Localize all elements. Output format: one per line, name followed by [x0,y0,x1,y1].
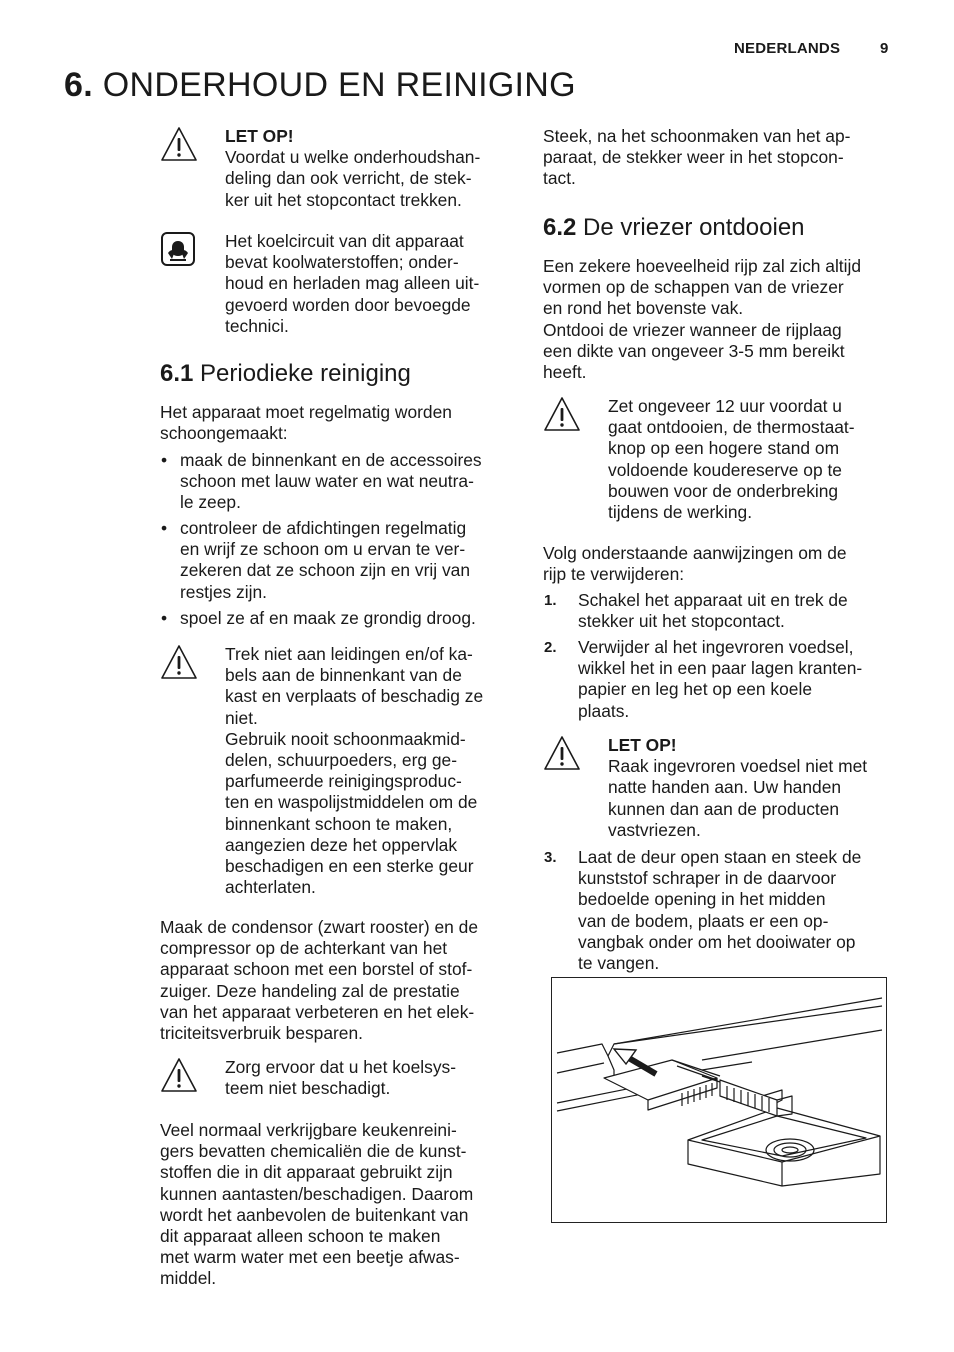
environment-line: technici. [225,315,289,336]
paragraph-line: paraat, de stekker weer in het stopcon- [543,147,844,168]
step-line: wikkel het in een paar lagen kranten- [578,658,863,679]
step-number: 1. [544,592,557,609]
frost-paragraph [543,256,861,383]
step-line: papier en leg het op een koele [578,679,812,700]
step-line: Verwijder al het ingevroren voedsel, [578,637,854,657]
plug-paragraph [543,126,850,190]
paragraph-line: en rond het bovenste vak. [543,298,744,319]
section-title: De vriezer ontdooien [583,214,805,241]
section-heading-6-1 [160,360,411,388]
warning-triangle-icon [160,644,198,680]
environment-line: bevat koolwaterstoffen; onder- [225,252,459,273]
paragraph-line: dit apparaat alleen schoon te maken [160,1226,441,1247]
environment-text [225,231,525,337]
paragraph-line: Een zekere hoeveelheid rijp zal zich altijd [543,256,862,276]
warning-line: beschadigen en een sterke geur [225,856,474,877]
intro-line: schoongemaakt: [160,423,288,444]
warning-line: Voordat u welke onderhoudshan- [225,147,481,168]
paragraph-line: vormen op de schappen van de vriezer [543,277,844,298]
paragraph-line: van het apparaat verbeteren en het elek- [160,1001,475,1022]
step-line: stekker uit het stopcontact. [578,611,785,632]
warning-triangle-icon [160,1057,198,1093]
list-line: le zeep. [180,492,241,513]
title-number: 6. [64,66,93,104]
paragraph-line: een dikte van ongeveer 3-5 mm bereikt [543,340,845,361]
intro-paragraph [160,402,452,444]
environment-line: Het koelcircuit van dit apparaat [225,231,464,251]
warning-line: natte handen aan. Uw handen [608,777,842,798]
environment-icon [160,231,196,267]
warning-text [608,396,908,523]
step-line: vangbak onder om het dooiwater op [578,931,856,952]
step-line: bedoelde opening in het midden [578,889,826,910]
warning-heading: LET OP! [225,126,294,146]
paragraph-line: Volg onderstaande aanwijzingen om de [543,543,847,563]
warning-triangle-icon [160,126,198,162]
paragraph-line: triciteitsverbruik besparen. [160,1023,363,1044]
step-number: 2. [544,639,557,656]
warning-line: kunnen dan aan de producten [608,798,840,819]
section-title: Periodieke reiniging [200,360,411,387]
defrost-drain-illustration [551,977,887,1223]
paragraph-line: stoffen die in dit apparaat gebruikt zijn [160,1162,453,1183]
paragraph-line: kunnen aantasten/beschadigen. Daarom [160,1183,474,1204]
intro-line: Het apparaat moet regelmatig worden [160,402,452,422]
header-language: NEDERLANDS [734,40,841,57]
defrost-drain-drawing [552,978,886,1222]
paragraph-line: zuiger. Deze handeling zal de prestatie [160,980,460,1001]
warning-line: vastvriezen. [608,819,701,840]
paragraph-line: met warm water met een beetje afwas- [160,1247,460,1268]
warning-line: ker uit het stopcontact trekken. [225,189,462,210]
environment-line: gevoerd worden door bevoegde [225,294,471,315]
warning-heading: LET OP! [608,735,677,755]
paragraph-line: compressor op de achterkant van het [160,938,448,959]
environment-line: houd en herladen mag alleen uit- [225,273,480,294]
paragraph-line: gers bevatten chemicaliën die de kunst- [160,1141,467,1162]
list-line: en wrijf ze schoon om u ervan te ver- [180,539,466,560]
warning-line: delen, schuurpoeders, erg ge- [225,750,458,771]
warning-line: knop op een hogere stand om [608,438,840,459]
warning-line: bels aan de binnenkant van de [225,665,462,686]
section-number: 6.2 [543,214,577,241]
paragraph-line: rijp te verwijderen: [543,564,685,585]
step-line: Laat de deur open staan en steek de [578,847,862,867]
warning-line: bouwen voor de onderbreking [608,480,839,501]
cleaners-paragraph [160,1120,473,1290]
warning-line: Raak ingevroren voedsel niet met [608,756,868,777]
list-line: zekeren dat ze schoon zijn en vrij van [180,560,471,581]
page-title [64,66,576,105]
paragraph-line: Steek, na het schoonmaken van het ap- [543,126,851,146]
warning-line: ten en waspolijstmiddelen om de [225,792,478,813]
warning-line: voldoende koudereserve op te [608,459,842,480]
condensor-paragraph [160,917,478,1044]
warning-triangle-icon [543,396,581,432]
step-line: kunststof schraper in de daarvoor [578,868,837,889]
section-number: 6.1 [160,360,194,387]
bullet-icon: • [161,608,168,628]
list-line: spoel ze af en maak ze grondig droog. [180,608,476,628]
paragraph-line: Ontdooi de vriezer wanneer de rijplaag [543,319,842,340]
warning-text [225,644,525,898]
warning-line: Zet ongeveer 12 uur voordat u [608,396,842,416]
paragraph-line: Maak de condensor (zwart rooster) en de [160,917,479,937]
follow-paragraph [543,543,847,585]
step-line: te vangen. [578,953,660,974]
warning-line: deling dan ook verricht, de stek- [225,168,472,189]
list-line: restjes zijn. [180,581,267,602]
warning-line: parfumeerde reinigingsproduc- [225,771,462,792]
warning-line: binnenkant schoon te maken, [225,813,453,834]
title-text: ONDERHOUD EN REINIGING [102,66,576,104]
warning-line: Trek niet aan leidingen en/of ka- [225,644,473,664]
warning-line: teem niet beschadigt. [225,1078,391,1099]
warning-line: aangezien deze het oppervlak [225,834,458,855]
warning-text [225,126,525,211]
paragraph-line: Veel normaal verkrijgbare keukenreini- [160,1120,457,1140]
bullet-icon: • [161,450,168,470]
paragraph-line: middel. [160,1268,217,1289]
warning-text [225,1057,525,1099]
section-heading-6-2 [543,214,805,242]
warning-line: Gebruik nooit schoonmaakmid- [225,728,466,749]
warning-line: gaat ontdooien, de thermostaat- [608,417,855,438]
warning-triangle-icon [543,735,581,771]
warning-line: niet. [225,707,258,728]
list-line: schoon met lauw water en wat neutra- [180,471,474,492]
list-line: maak de binnenkant en de accessoires [180,450,482,470]
paragraph-line: apparaat schoon met een borstel of stof- [160,959,473,980]
list-line: controleer de afdichtingen regelmatig [180,518,467,538]
warning-line: tijdens de werking. [608,502,753,523]
page-number: 9 [880,40,889,57]
step-line: Schakel het apparaat uit en trek de [578,590,848,610]
paragraph-line: tact. [543,168,576,189]
warning-line: achterlaten. [225,877,316,898]
paragraph-line: heeft. [543,362,587,383]
warning-text [608,735,908,841]
bullet-icon: • [161,518,168,538]
step-line: van de bodem, plaats er een op- [578,910,829,931]
step-line: plaats. [578,700,630,721]
warning-line: Zorg ervoor dat u het koelsys- [225,1057,457,1077]
step-number: 3. [544,849,557,866]
paragraph-line: wordt het aanbevolen de buitenkant van [160,1204,469,1225]
warning-line: kast en verplaats of beschadig ze [225,686,484,707]
